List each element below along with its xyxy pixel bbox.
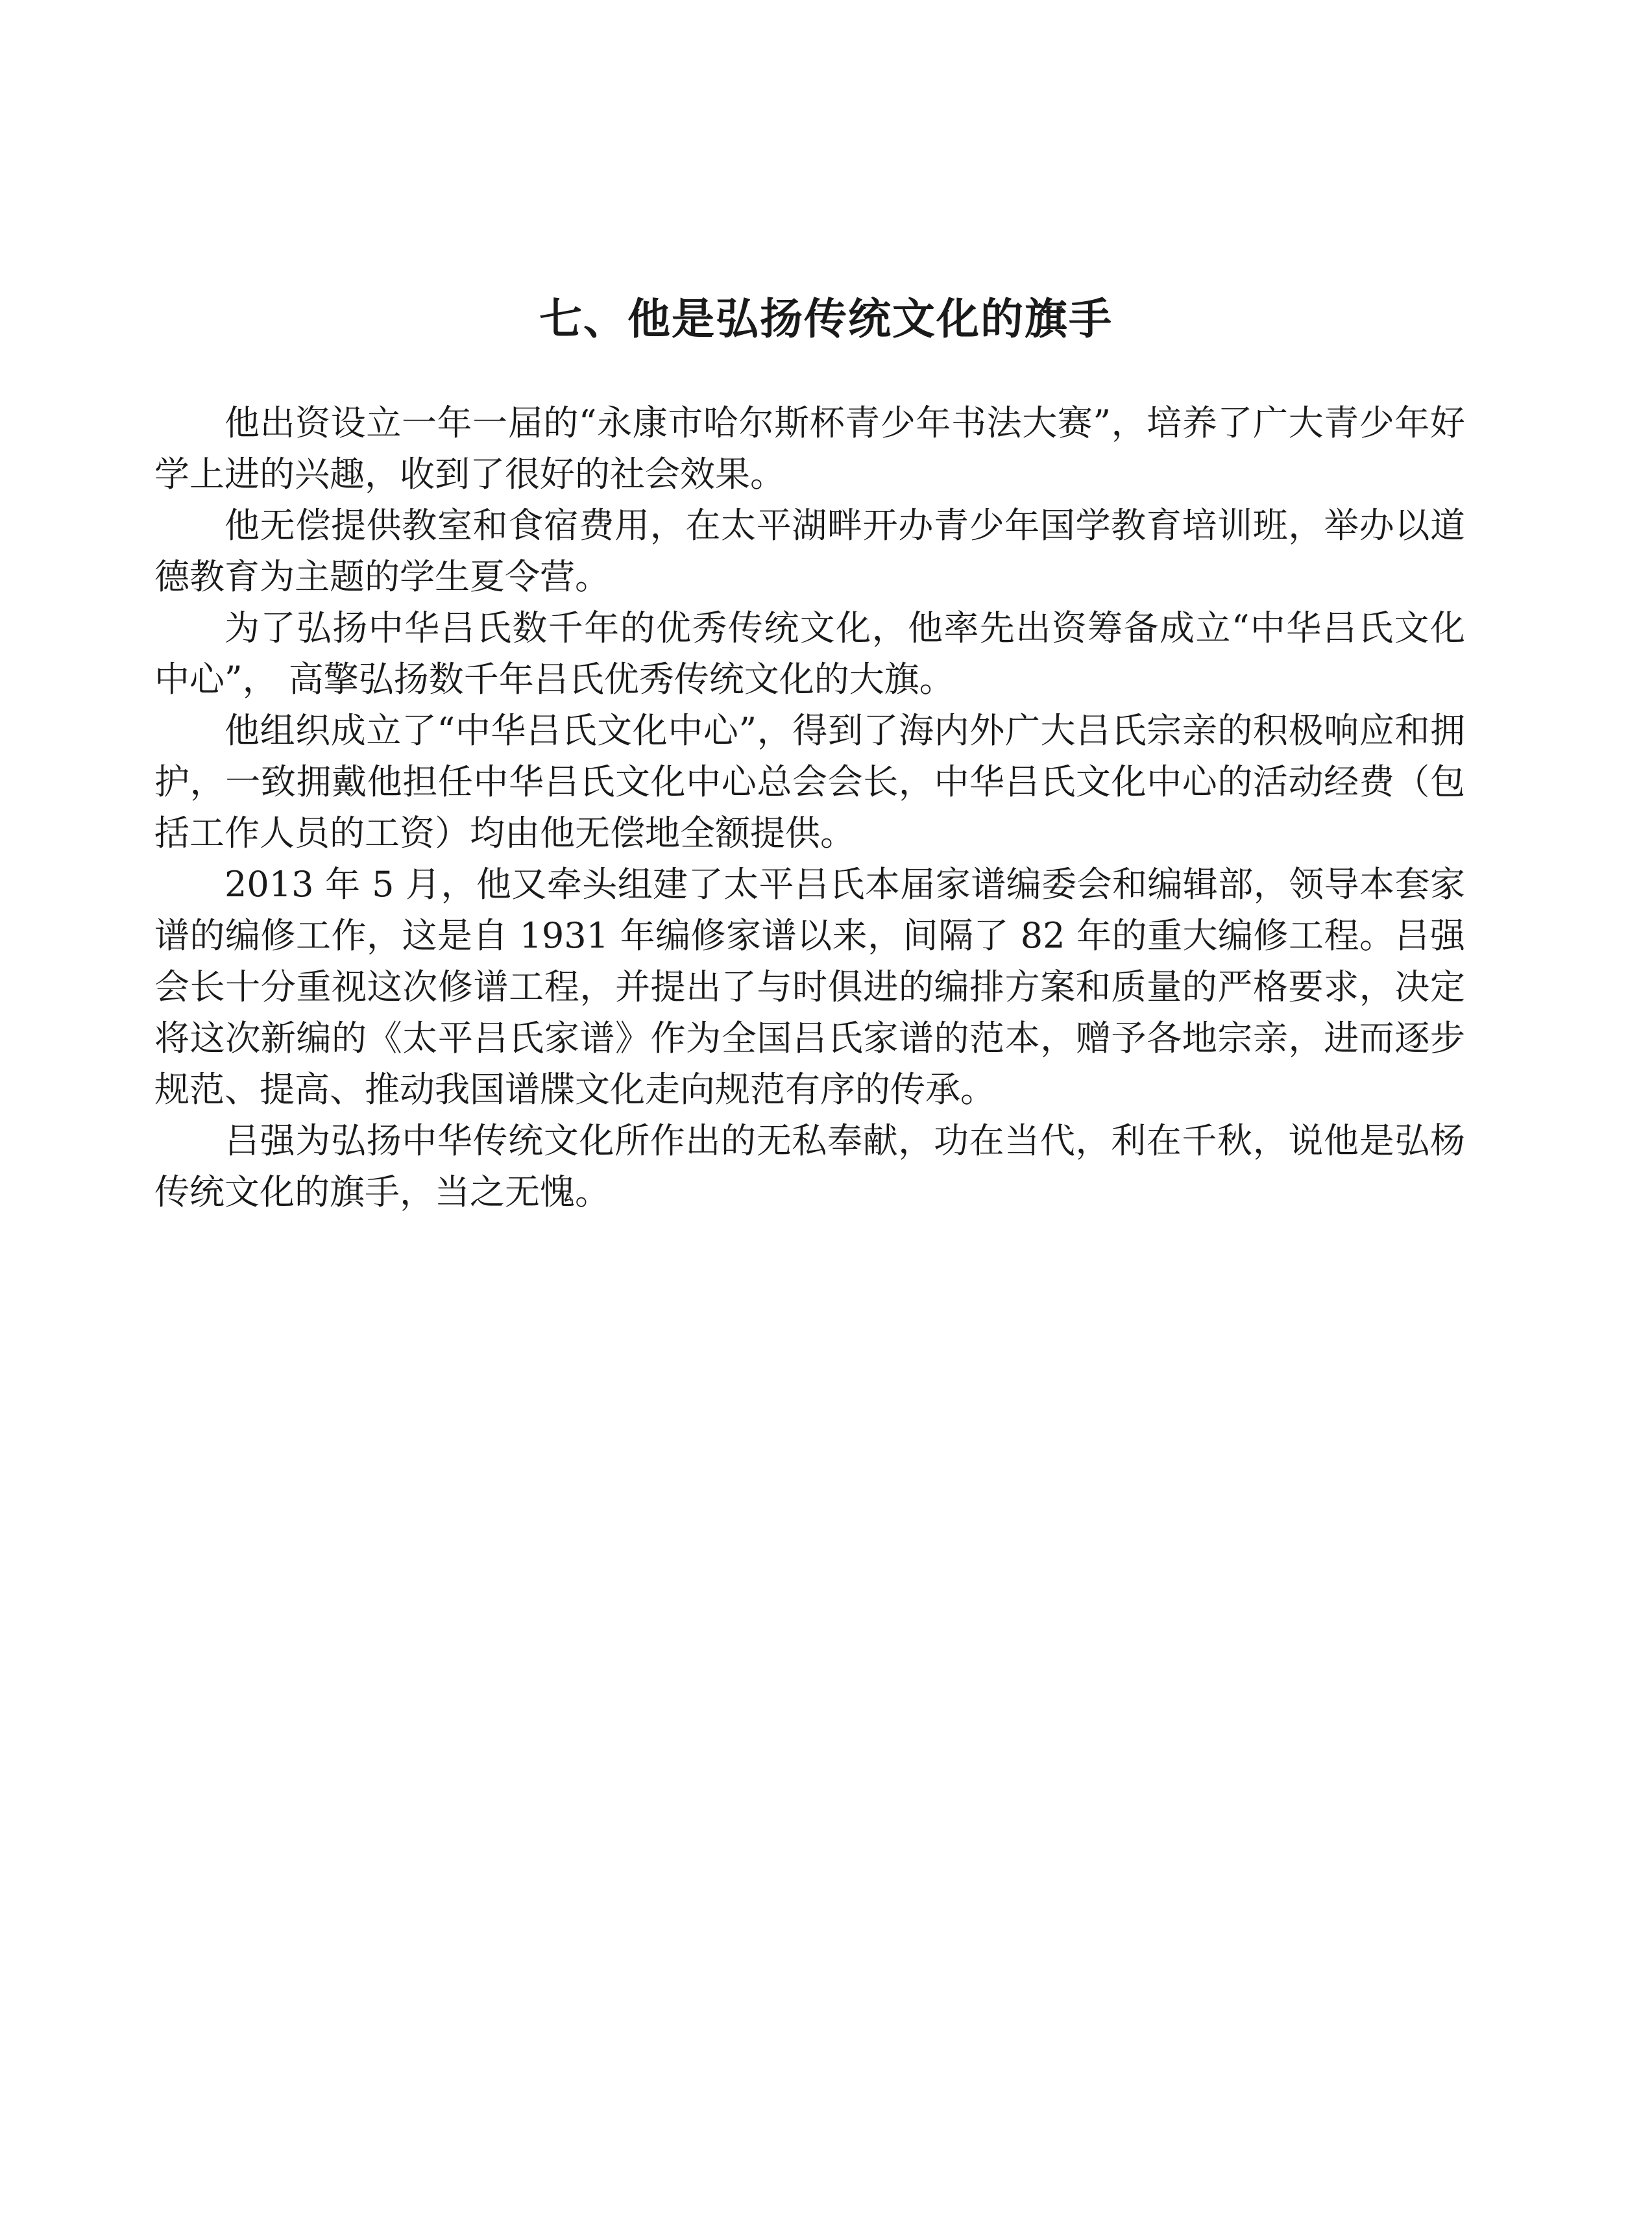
section-title: 七、他是弘扬传统文化的旗手 [539,294,1113,344]
paragraph: 他出资设立一年一届的“永康市哈尔斯杯青少年书法大赛”，培养了广大青少年好学上进的兴趣，收到了很好的社会效果。 [154,402,1465,495]
paragraph: 2013 年 5 月，他又牵头组建了太平吕氏本届家谱编委会和编辑部，领导本套家谱的编修工作，这是自 1931 年编修家谱以来，间隔了 82 年的重大编修工程。吕强会长十分重视这次修谱工程，并提出了与时俱进的编排方案和质量的严格要求，决定将这次新编的《太平吕氏家谱》作为全国吕氏家谱的范本，赠予各地宗亲，进而逐步规范、提高、推动我国谱牒文化走向规范有序的传承。 [154,864,1465,1110]
paragraph: 他组织成立了“中华吕氏文化中心”，得到了海内外广大吕氏宗亲的积极响应和拥护，一致拥戴他担任中华吕氏文化中心总会会长，中华吕氏文化中心的活动经费（包括工作人员的工资）均由他无偿地全额提供。 [154,710,1465,853]
paragraph: 为了弘扬中华吕氏数千年的优秀传统文化，他率先出资筹备成立“中华吕氏文化中心”， 高擎弘扬数千年吕氏优秀传统文化的大旗。 [154,607,1465,700]
body-text [154,397,1465,1218]
paragraph: 他无偿提供教室和食宿费用，在太平湖畔开办青少年国学教育培训班，举办以道德教育为主题的学生夏令营。 [154,505,1465,597]
paragraph: 吕强为弘扬中华传统文化所作出的无私奉献，功在当代，利在千秋，说他是弘杨传统文化的旗手，当之无愧。 [154,1120,1465,1212]
